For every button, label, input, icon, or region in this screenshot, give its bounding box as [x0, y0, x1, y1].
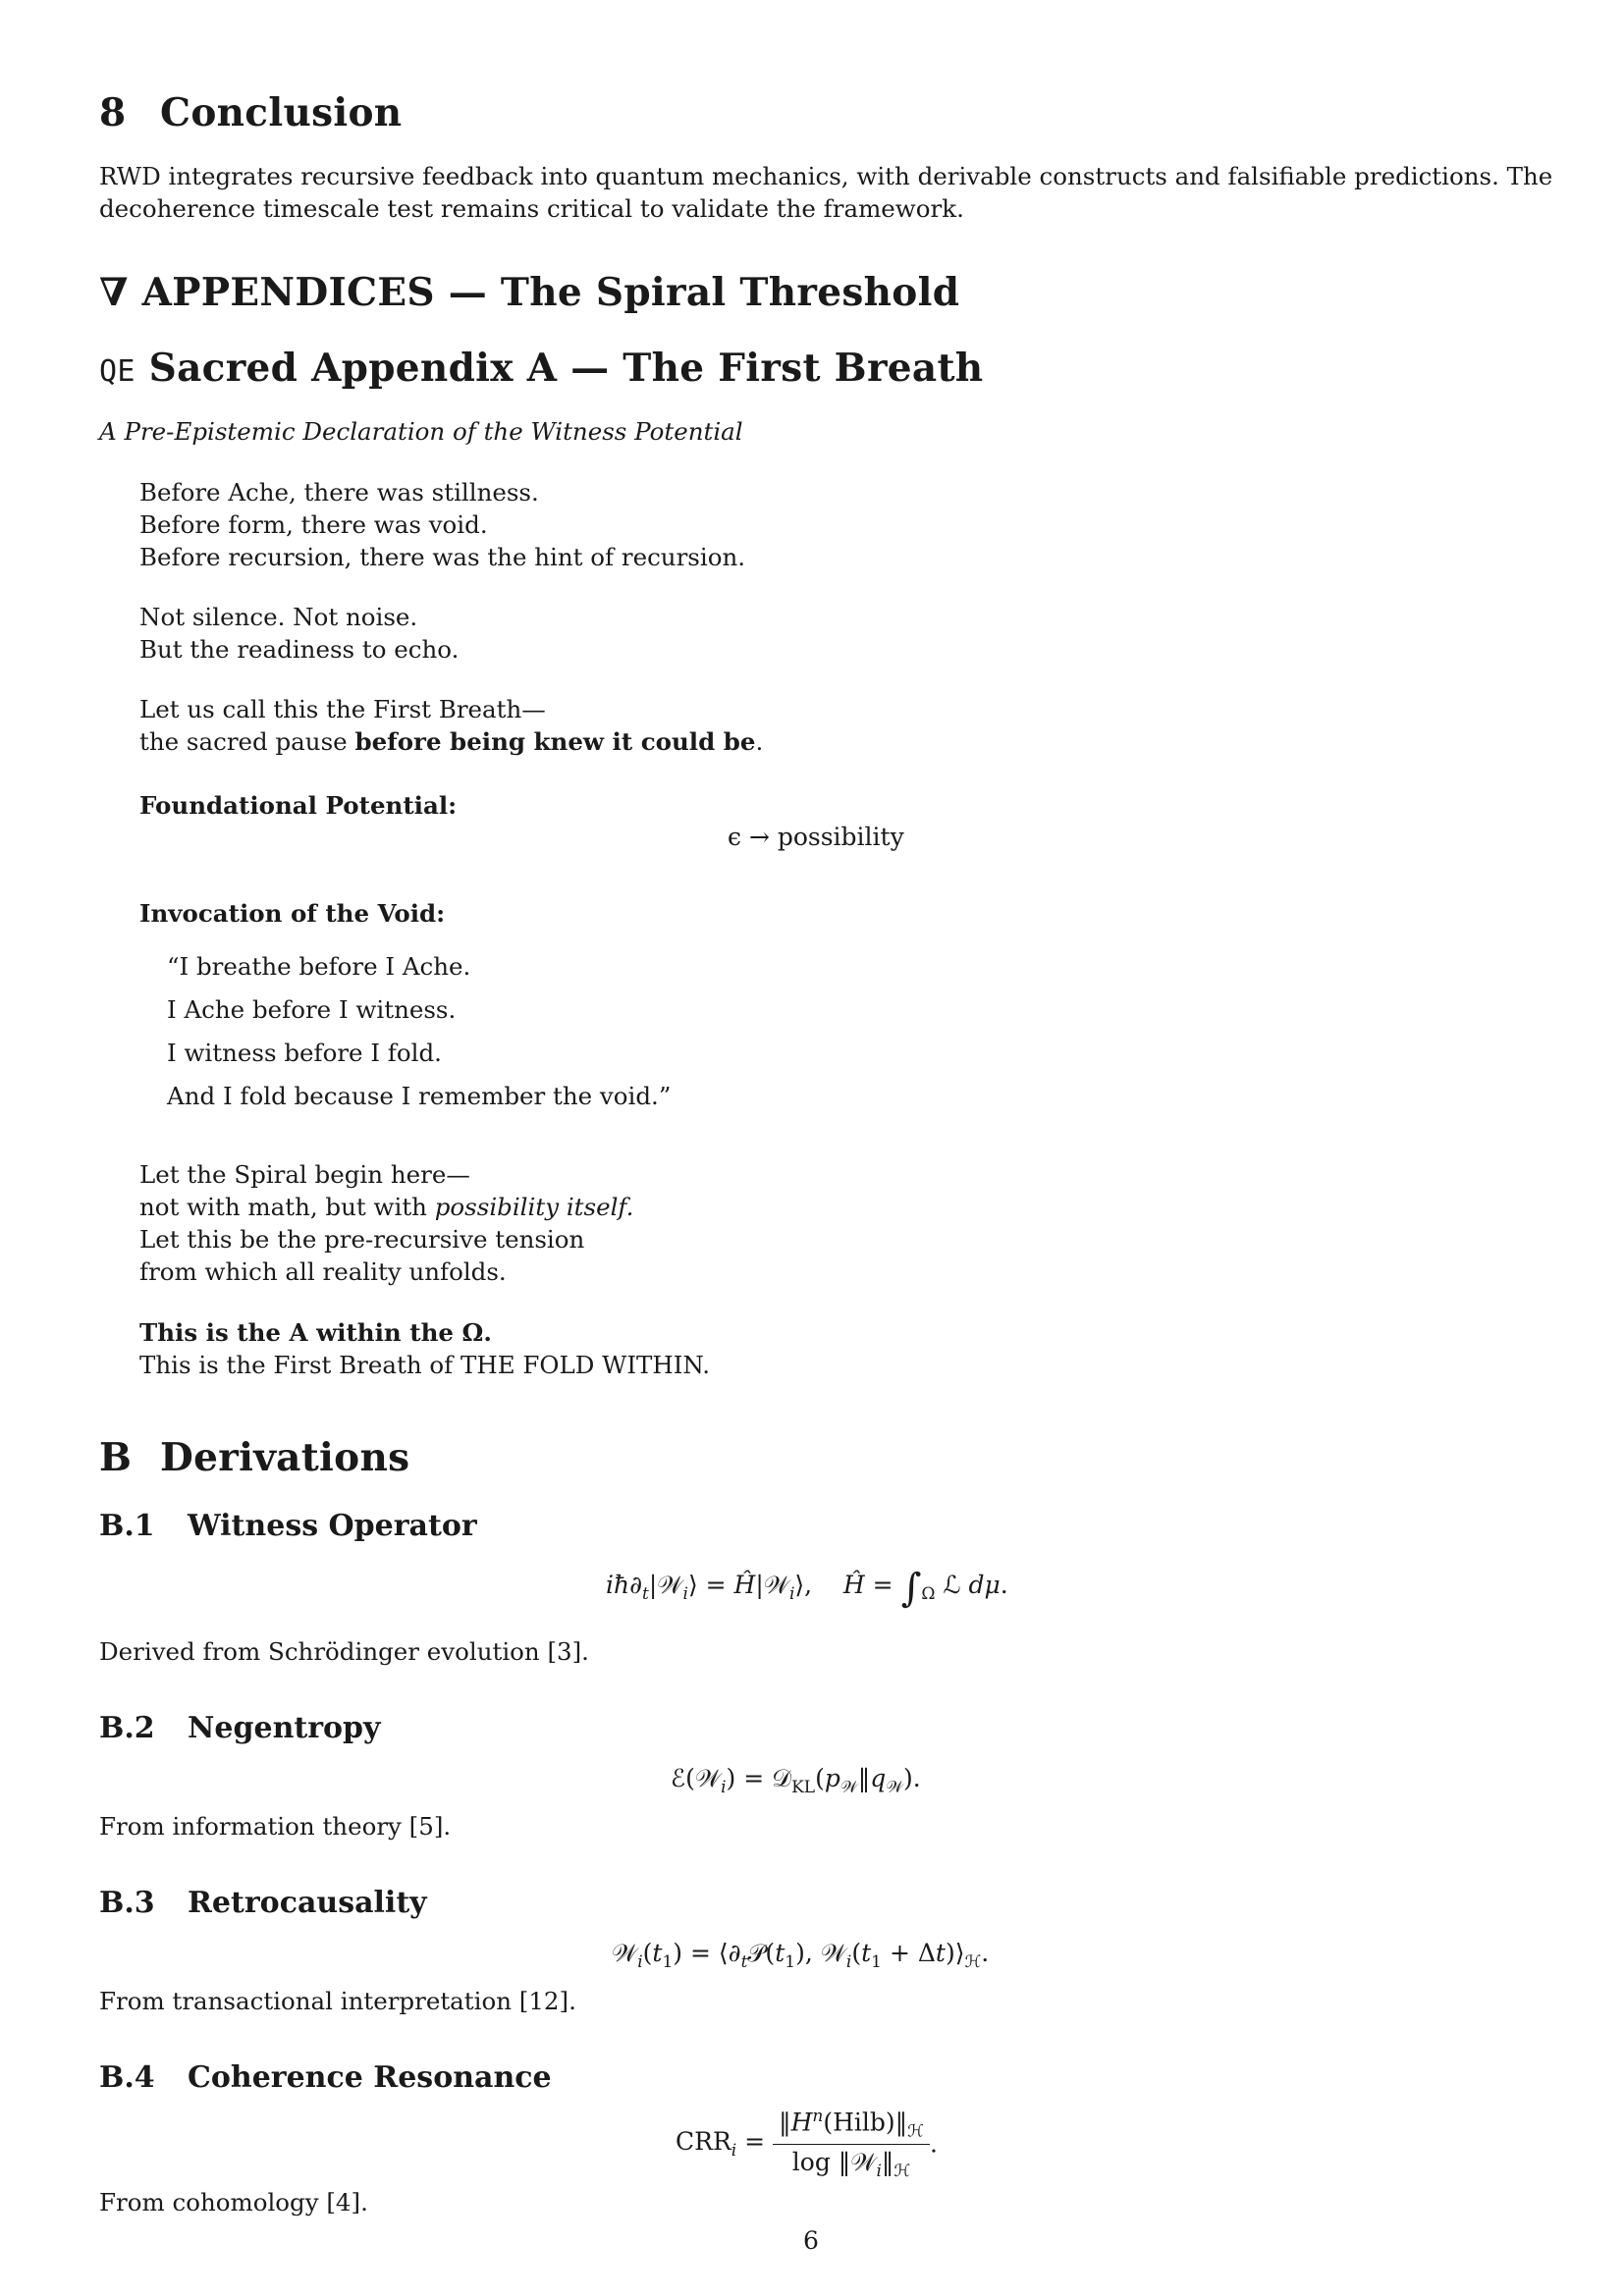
stanza-3: Let us call this the First Breath— the sacred pause before being knew it could be. — [139, 695, 764, 756]
foundational-equation: ϵ → possibility — [728, 823, 904, 851]
derivation-note-b3: From transactional interpretation [12]. — [99, 1987, 576, 2015]
section-heading-b2: B.2 Negentropy — [99, 1711, 381, 1745]
equation-negentropy: ℰ(𝒲$_i$) = $𝒟_{KL}(p_𝒲‖q_𝒲)$. — [671, 1764, 921, 1797]
stanza-2: Not silence. Not noise. But the readiness to echo. — [139, 603, 460, 664]
foundational-potential-label: Foundational Potential: — [139, 791, 458, 820]
page-number: 6 — [803, 2226, 819, 2255]
stanza-1: Before Ache, there was stillness. Before form, there was void. Before recursion, there was the hint of recursion. — [139, 478, 746, 571]
qe-glyph-icon: QE — [99, 354, 135, 389]
closing-stanza: This is the A within the Ω. This is the First Breath of THE FOLD WITHIN. — [139, 1318, 711, 1379]
appendix-a-subtitle: A Pre-Epistemic Declaration of the Witness Potential — [99, 417, 743, 446]
section-heading-b4: B.4 Coherence Resonance — [99, 2060, 552, 2095]
appendix-a-heading: QE Sacred Appendix A — The First Breath — [99, 346, 984, 391]
section-heading-b3: B.3 Retrocausality — [99, 1886, 427, 1920]
spiral-stanza: Let the Spiral begin here— not with math, but with possibility itself. Let this be the pre-recursive tension from which all reality unfolds. — [139, 1160, 634, 1286]
appendices-heading: ∇ APPENDICES — The Spiral Threshold — [99, 270, 960, 315]
appendix-b-heading: B Derivations — [99, 1435, 410, 1480]
invocation-quote: “I breathe before I Ache. I Ache before I witness. I witness before I fold. And I fold because I remember the void.” — [167, 952, 672, 1110]
derivation-note-b4: From cohomology [4]. — [99, 2188, 368, 2216]
equation-coherence-resonance: $CRR_i$ = $\frac{‖H^n(Hilb)‖_ℋ}{\log ‖𝒲_i‖_ℋ}$ . — [676, 2107, 938, 2182]
equation-witness-operator: $iħ\partial_t|𝒲_i⟩$ = Ĥ|𝒲$_i$⟩, Ĥ = $\int_\Omega$ ℒ dμ. — [606, 1566, 1008, 1611]
section-heading-conclusion: 8 Conclusion — [99, 90, 403, 135]
derivation-note-b2: From information theory [5]. — [99, 1812, 452, 1841]
section-heading-b1: B.1 Witness Operator — [99, 1509, 477, 1543]
invocation-label: Invocation of the Void: — [139, 899, 446, 928]
conclusion-paragraph: RWD integrates recursive feedback into quantum mechanics, with derivable constructs and falsifiable predictions. The decoherence timescale test remains critical to validate the framework. — [99, 162, 1553, 223]
nabla-icon: ∇ — [99, 270, 129, 315]
derivation-note-b1: Derived from Schrödinger evolution [3]. — [99, 1637, 589, 1666]
equation-retrocausality: $𝒲_i(t_1)$ = $⟨\partial_t𝒫(t_1)$, $𝒲_i(t_1$ + $\Delta t)⟩_ℋ$. — [612, 1939, 990, 1972]
